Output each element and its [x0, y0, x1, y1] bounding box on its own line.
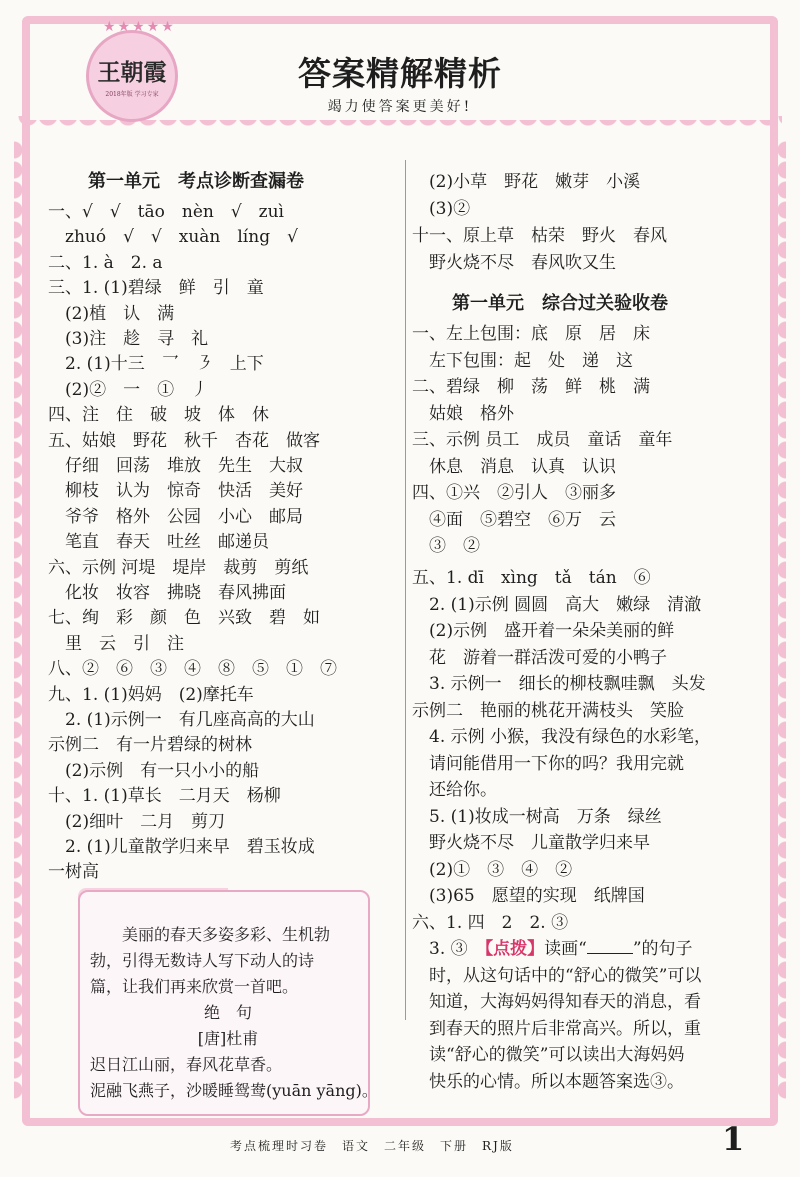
answer-line: ④面 ⑤碧空 ⑥万 云 — [412, 509, 616, 530]
answer-line: 一、√ √ tāo nèn √ zuì — [48, 202, 284, 222]
extension-box — [78, 890, 378, 1116]
answer-line: 快乐的心情。所以本题答案选③。 — [412, 1071, 684, 1092]
answer-line: 里 云 引 注 — [48, 633, 184, 654]
answer-line: 4. 示例 小猴，我没有绿色的水彩笔， — [412, 727, 712, 747]
answer-line: (3)② — [412, 199, 471, 219]
box-text-line: 泥融飞燕子，沙暖睡鸳鸯(yuān yāng)。 — [90, 1081, 378, 1100]
answer-line: 六、示例 河堤 堤岸 裁剪 剪纸 — [48, 557, 309, 578]
answer-line: 请问能借用一下你的吗？我用完就 — [412, 753, 684, 774]
section-heading: 第一单元 综合过关验收卷 — [452, 293, 668, 314]
answer-line: 知道，大海妈妈得知春天的消息，看 — [412, 992, 701, 1012]
answer-line: ③ ② — [412, 536, 480, 556]
answer-line: zhuó √ √ xuàn líng √ — [48, 227, 298, 248]
q3-answer: 3. ③ — [412, 939, 485, 959]
answer-line: (2)细叶 二月 剪刀 — [48, 811, 226, 832]
answer-line: 野火烧不尽 春风吹又生 — [412, 253, 616, 273]
answer-line: 左下包围：起 处 递 这 — [412, 350, 633, 371]
answer-line: 一树高 — [48, 862, 99, 883]
section-heading: 第一单元 考点诊断查漏卷 — [88, 171, 304, 192]
underline-blank — [587, 939, 633, 954]
answer-line: (2)植 认 满 — [48, 303, 175, 324]
answer-line: 七、绚 彩 颜 色 兴致 碧 如 — [48, 608, 320, 629]
answer-line: 三、示例 员工 成员 童话 童年 — [412, 430, 673, 450]
answer-line: 化妆 妆容 拂晓 春风拂面 — [48, 583, 286, 603]
answer-line: 2. (1)十三 乛 ㇋ 上下 — [48, 354, 264, 375]
answer-line: 一、左上包围：底 原 居 床 — [412, 324, 650, 344]
footer-text: 考点梳理时习卷 语文 二年级 下册 RJ版 — [230, 1139, 514, 1153]
answer-line: 时，从这句话中的“舒心的微笑”可以 — [412, 965, 702, 986]
answer-line: 姑娘 格外 — [412, 403, 514, 424]
answer-line: 四、注 住 破 坡 体 休 — [48, 405, 269, 426]
answer-line: (2)① ③ ④ ② — [412, 859, 573, 880]
answer-line: 九、1. (1)妈妈 (2)摩托车 — [48, 684, 254, 705]
q3-text: 读画“ — [544, 939, 587, 959]
answer-line: 2. (1)示例 圆圆 高大 嫩绿 清澈 — [412, 594, 702, 615]
poem-author: [唐]杜甫 — [197, 1029, 259, 1048]
answer-line: 三、1. (1)碧绿 鲜 引 童 — [48, 278, 264, 299]
answer-line: 五、姑娘 野花 秋千 杏花 做客 — [48, 430, 320, 451]
answer-line: 柳枝 认为 惊奇 快活 美好 — [48, 481, 303, 502]
answer-line: 休息 消息 认真 认识 — [412, 456, 616, 477]
box-text-line: 篇，让我们再来欣赏一首吧。 — [90, 977, 299, 996]
answer-line: 二、碧绿 柳 荡 鲜 桃 满 — [412, 377, 650, 397]
answer-line: 示例二 有一片碧绿的树林 — [48, 735, 252, 756]
page-title: 答案精解精析 — [298, 54, 502, 93]
answer-line: 花 游着一群活泼可爱的小鸭子 — [412, 647, 667, 668]
answer-line: 六、1. 四 2 2. ③ — [412, 912, 569, 933]
answer-line: 野火烧不尽 儿童散学归来早 — [412, 833, 650, 853]
logo-subtitle: 2018年版 学习专家 — [105, 91, 159, 98]
hint-tag: 【点拨】 — [484, 939, 545, 959]
q3-text: ”的句子 — [632, 939, 693, 959]
answer-line: 十、1. (1)草长 二月天 杨柳 — [48, 786, 281, 807]
answer-line: (3)65 愿望的实现 纸牌国 — [412, 886, 645, 906]
q3-line — [412, 937, 693, 961]
answer-line: 八、② ⑥ ③ ④ ⑧ ⑤ ① ⑦ — [48, 659, 337, 680]
answer-line: (2)示例 盛开着一朵朵美丽的鲜 — [412, 621, 675, 641]
answer-line: 读“舒心的微笑”可以读出大海妈妈 — [412, 1045, 685, 1065]
answer-line: 十一、原上草 枯荣 野火 春风 — [412, 226, 667, 246]
crown-icon: ★★★★★ — [103, 19, 176, 35]
answer-line: 五、1. dī xìng tǎ tán ⑥ — [412, 568, 651, 588]
scallop-border-left — [14, 140, 28, 1100]
answer-line: 3. 示例一 细长的柳枝飘哇飘 头发 — [412, 674, 706, 694]
logo-name: 王朝霞 — [97, 59, 167, 86]
answer-line: 还给你。 — [412, 780, 497, 800]
answer-line: 2. (1)示例一 有几座高高的大山 — [48, 710, 315, 730]
answer-line: 到春天的照片后非常高兴。所以，重 — [412, 1018, 701, 1039]
answer-line: (2)小草 野花 嫩芽 小溪 — [412, 172, 641, 192]
answer-line: (2)示例 有一只小小的船 — [48, 760, 260, 781]
box-text-line: 迟日江山丽，春风花草香。 — [90, 1055, 283, 1074]
answer-line: (3)注 趁 寻 礼 — [48, 329, 209, 349]
answer-line: 四、①兴 ②引人 ③丽多 — [412, 483, 616, 503]
box-text-line: 勃，引得无数诗人写下动人的诗 — [90, 951, 315, 970]
answer-line: 仔细 回荡 堆放 先生 大叔 — [48, 456, 303, 476]
answer-line: 2. (1)儿童散学归来早 碧玉妆成 — [48, 837, 315, 857]
page-number: 1 — [722, 1120, 745, 1158]
answer-line: 示例二 艳丽的桃花开满枝头 笑脸 — [412, 700, 684, 721]
answer-line: 爷爷 格外 公园 小心 邮局 — [48, 506, 303, 527]
scallop-border-right — [772, 140, 786, 1100]
answer-line: (2)② 一 ① 丿 — [48, 379, 209, 400]
column-divider — [405, 160, 406, 1020]
answer-line: 二、1. à 2. a — [48, 252, 163, 273]
poem-title: 绝 句 — [203, 1003, 252, 1022]
box-text-line: 美丽的春天多姿多彩、生机勃 — [90, 925, 331, 944]
page-slogan: 竭力使答案更美好! — [327, 99, 473, 115]
answer-line: 笔直 春天 吐丝 邮递员 — [48, 532, 269, 553]
answer-line: 5. (1)妆成一树高 万条 绿丝 — [412, 806, 662, 827]
